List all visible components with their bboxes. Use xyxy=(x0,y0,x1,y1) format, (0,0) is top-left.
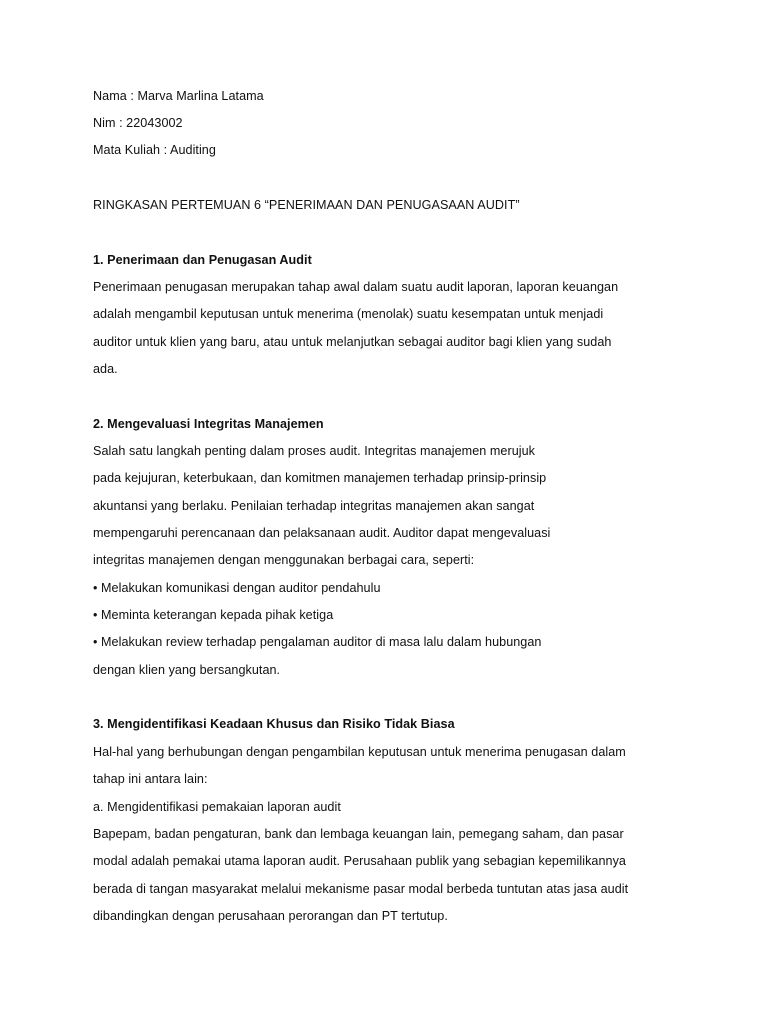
paragraph-line: ada. xyxy=(93,362,118,376)
bullet-item: • Melakukan review terhadap pengalaman auditor di masa lalu dalam hubungan xyxy=(93,635,542,649)
paragraph-line: dibandingkan dengan perusahaan perorangan dan PT tertutup. xyxy=(93,909,448,923)
sub-item-heading: a. Mengidentifikasi pemakaian laporan audit xyxy=(93,800,341,814)
paragraph-line: berada di tangan masyarakat melalui mekanisme pasar modal berbeda tuntutan atas jasa audit xyxy=(93,882,629,896)
document-title: RINGKASAN PERTEMUAN 6 “PENERIMAAN DAN PENUGASAAN AUDIT” xyxy=(93,198,520,212)
bullet-item: • Melakukan komunikasi dengan auditor pendahulu xyxy=(93,581,381,595)
student-name-line: Nama : Marva Marlina Latama xyxy=(93,89,264,103)
paragraph-line: Bapepam, badan pengaturan, bank dan lembaga keuangan lain, pemegang saham, dan pasar xyxy=(93,827,624,841)
paragraph-line: tahap ini antara lain: xyxy=(93,772,208,786)
paragraph-line: auditor untuk klien yang baru, atau untuk melanjutkan sebagai auditor bagi klien yang sudah xyxy=(93,335,612,349)
paragraph-line: integritas manajemen dengan menggunakan berbagai cara, seperti: xyxy=(93,553,475,567)
paragraph-line: adalah mengambil keputusan untuk menerima (menolak) suatu kesempatan untuk menjadi xyxy=(93,307,604,321)
paragraph-line: mempengaruhi perencanaan dan pelaksanaan audit. Auditor dapat mengevaluasi xyxy=(93,526,551,540)
bullet-item: • Meminta keterangan kepada pihak ketiga xyxy=(93,608,334,622)
course-line: Mata Kuliah : Auditing xyxy=(93,143,216,157)
paragraph-line: Salah satu langkah penting dalam proses audit. Integritas manajemen merujuk xyxy=(93,444,535,458)
paragraph-line: dengan klien yang bersangkutan. xyxy=(93,663,281,677)
student-nim-line: Nim : 22043002 xyxy=(93,116,183,130)
paragraph-line: akuntansi yang berlaku. Penilaian terhadap integritas manajemen akan sangat xyxy=(93,499,535,513)
paragraph-line: Penerimaan penugasan merupakan tahap awal dalam suatu audit laporan, laporan keuangan xyxy=(93,280,619,294)
section-heading: 1. Penerimaan dan Penugasan Audit xyxy=(93,253,312,267)
section-heading: 2. Mengevaluasi Integritas Manajemen xyxy=(93,417,324,431)
paragraph-line: modal adalah pemakai utama laporan audit. Perusahaan publik yang sebagian kepemilikannya xyxy=(93,854,626,868)
section-heading: 3. Mengidentifikasi Keadaan Khusus dan Risiko Tidak Biasa xyxy=(93,717,455,731)
paragraph-line: pada kejujuran, keterbukaan, dan komitmen manajemen terhadap prinsip-prinsip xyxy=(93,471,547,485)
paragraph-line: Hal-hal yang berhubungan dengan pengambilan keputusan untuk menerima penugasan dalam xyxy=(93,745,626,759)
